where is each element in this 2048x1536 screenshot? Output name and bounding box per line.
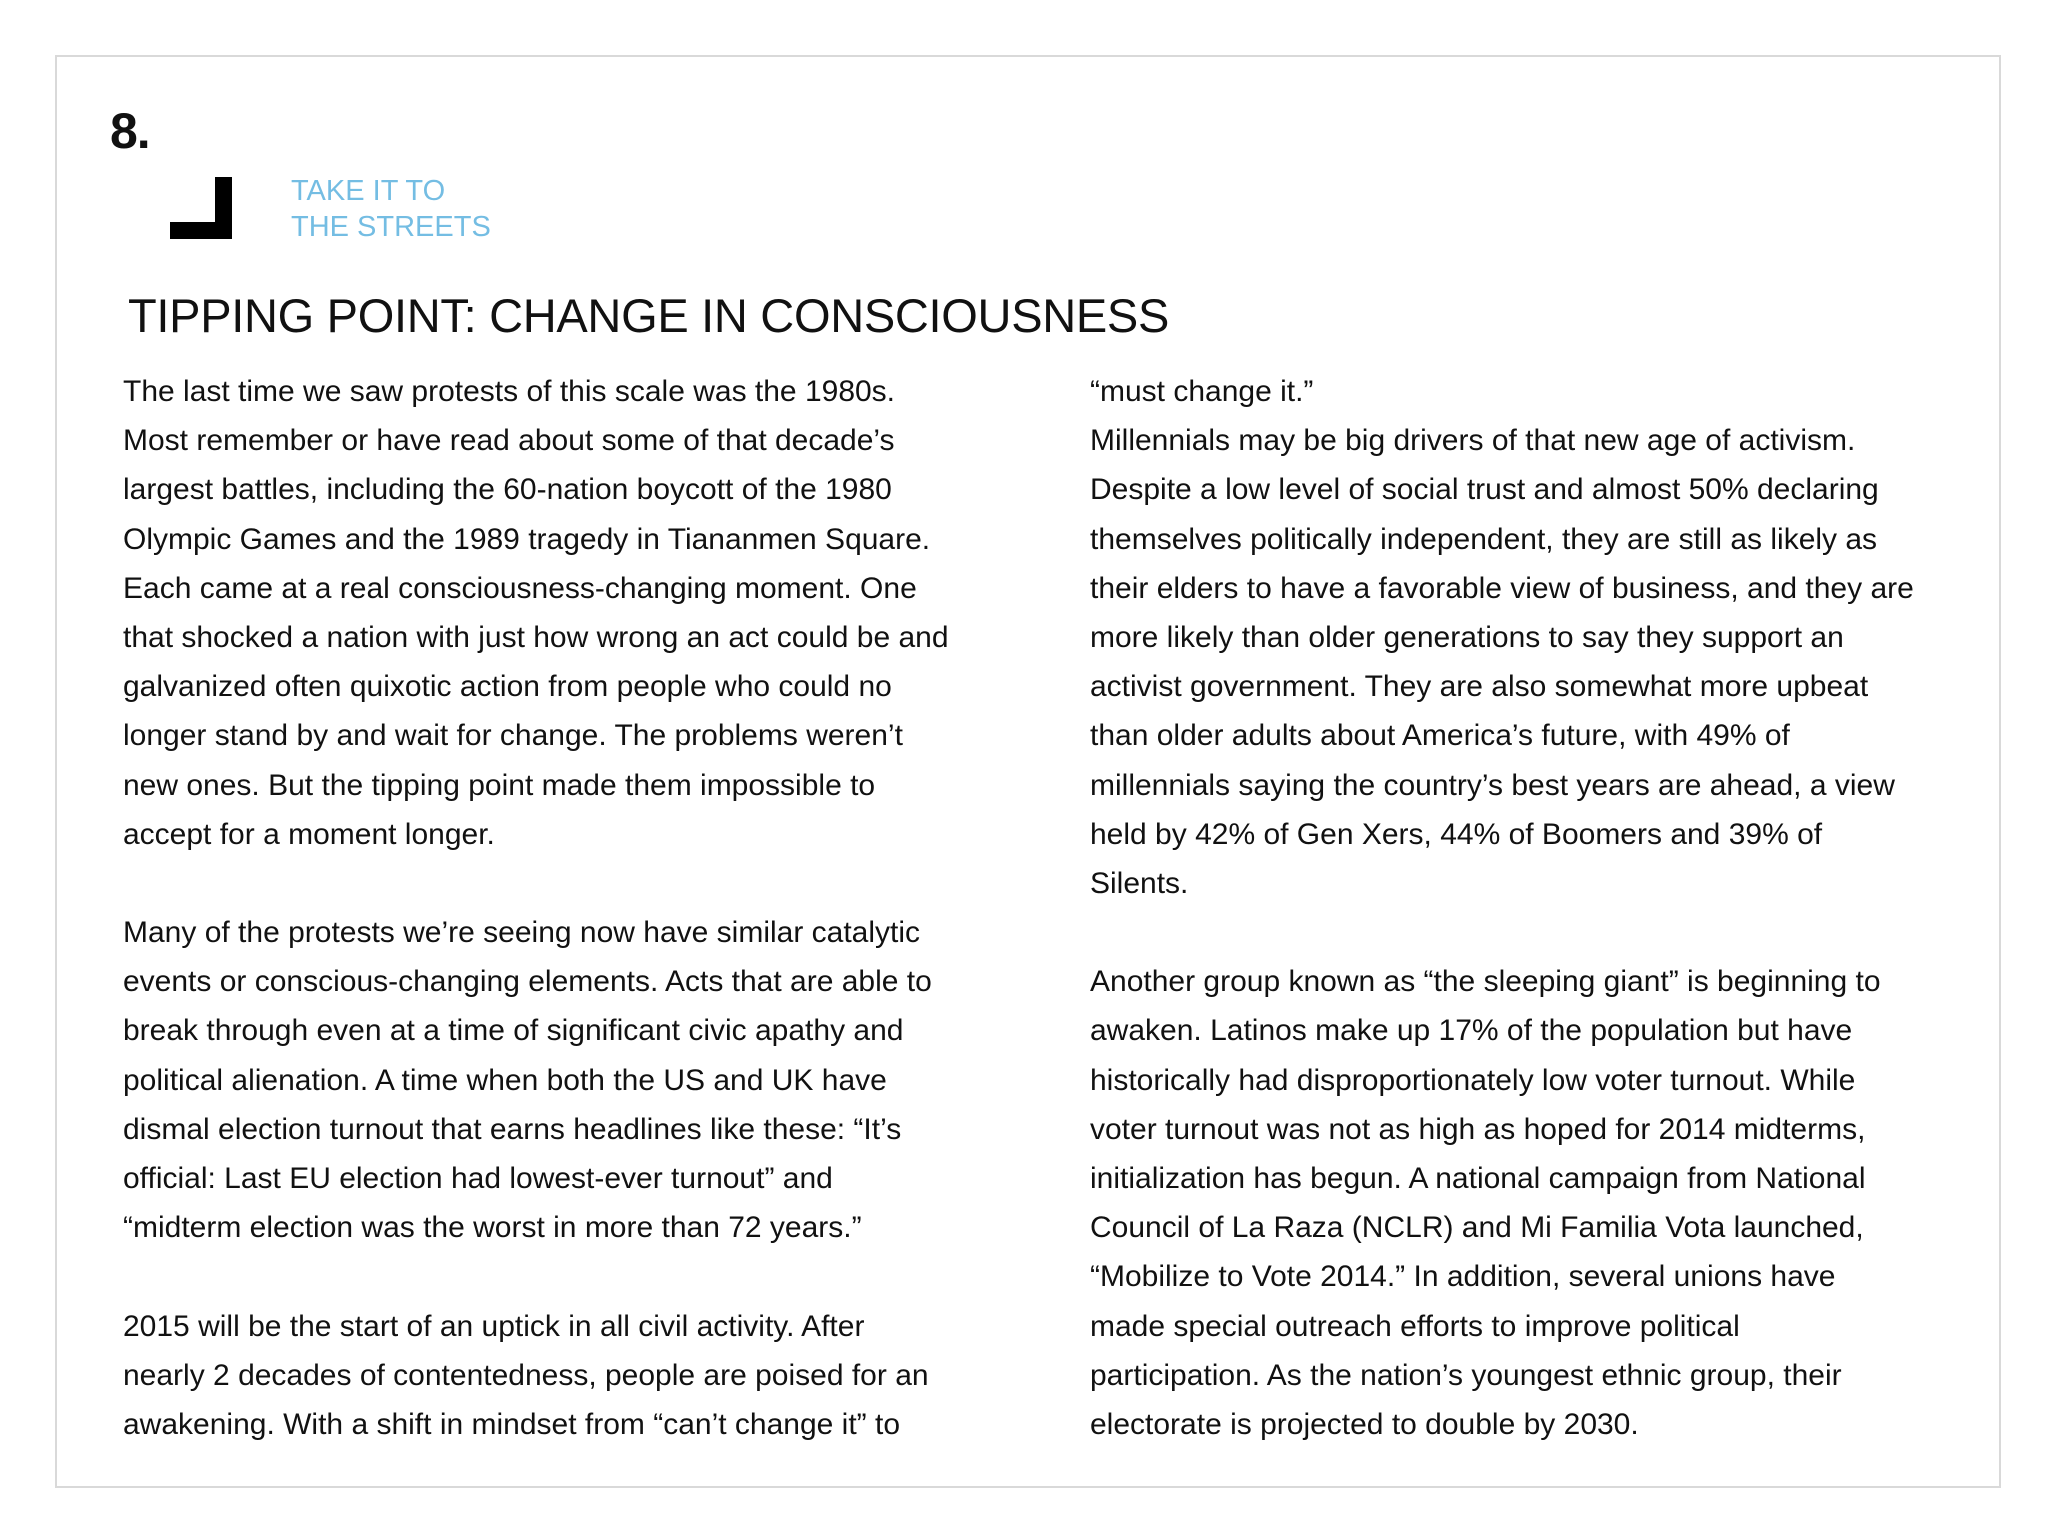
body-text-line: their elders to have a favorable view of business, and they are — [1090, 571, 1914, 605]
page-number: 8. — [110, 103, 150, 159]
body-text-line: new ones. But the tipping point made them impossible to — [123, 768, 876, 802]
body-text-line: Many of the protests we’re seeing now have similar catalytic — [123, 916, 921, 950]
body-text-line: themselves politically independent, they are still as likely as — [1090, 522, 1878, 556]
body-text-line: Another group known as “the sleeping giant” is beginning to — [1090, 965, 1881, 999]
body-text-line: than older adults about America’s future, with 49% of — [1090, 719, 1790, 753]
body-text-line: initialization has begun. A national campaign from National — [1090, 1162, 1866, 1195]
body-text-line: break through even at a time of significant civic apathy and — [123, 1014, 904, 1048]
body-text-line: Olympic Games and the 1989 tragedy in Tiananmen Square. — [123, 522, 931, 556]
body-text-line: nearly 2 decades of contentedness, people are poised for an — [123, 1358, 929, 1392]
body-text-line: Millennials may be big drivers of that new age of activism. — [1090, 424, 1856, 458]
page-title: TIPPING POINT: CHANGE IN CONSCIOUSNESS — [128, 289, 1170, 342]
left-column — [123, 367, 949, 1449]
body-text-line: millennials saying the country’s best years are ahead, a view — [1090, 768, 1895, 802]
body-text-line: activist government. They are also somewhat more upbeat — [1090, 670, 1869, 704]
body-text-line: held by 42% of Gen Xers, 44% of Boomers and 39% of — [1090, 817, 1823, 851]
body-text-line: Silents. — [1090, 866, 1189, 900]
paragraph-break — [123, 859, 949, 908]
body-text-line: The last time we saw protests of this scale was the 1980s. — [123, 375, 896, 408]
body-text-line: longer stand by and wait for change. The problems weren’t — [123, 719, 903, 753]
right-column — [1090, 367, 1914, 1449]
body-text-line: Despite a low level of social trust and almost 50% declaring — [1090, 473, 1879, 507]
body-text-line: awaken. Latinos make up 17% of the population but have — [1090, 1014, 1853, 1048]
body-text-line: “Mobilize to Vote 2014.” In addition, several unions have — [1090, 1260, 1836, 1294]
body-text-line: made special outreach efforts to improve political — [1090, 1309, 1740, 1343]
body-text-line: dismal election turnout that earns headlines like these: “It’s — [123, 1112, 902, 1146]
body-text-line: 2015 will be the start of an uptick in all civil activity. After — [123, 1309, 865, 1343]
body-text-line: Each came at a real consciousness-changing moment. One — [123, 571, 917, 605]
section-label — [291, 173, 491, 245]
corner-bracket-icon — [170, 177, 232, 239]
section-label-line: THE STREETS — [291, 211, 491, 243]
body-text-line: that shocked a nation with just how wrong an act could be and — [123, 620, 949, 654]
body-text-line: awakening. With a shift in mindset from “can’t change it” to — [123, 1407, 901, 1441]
body-text-line: largest battles, including the 60-nation boycott of the 1980 — [123, 473, 892, 507]
body-text-line: accept for a moment longer. — [123, 817, 495, 851]
body-text-line: participation. As the nation’s youngest ethnic group, their — [1090, 1358, 1842, 1392]
body-text-line: official: Last EU election had lowest-ever turnout” and — [123, 1162, 833, 1195]
body-text-line: Council of La Raza (NCLR) and Mi Familia Vota launched, — [1090, 1211, 1864, 1245]
body-text-line: electorate is projected to double by 2030. — [1090, 1407, 1639, 1441]
body-text-line: political alienation. A time when both the US and UK have — [123, 1063, 887, 1097]
body-text-line: Most remember or have read about some of that decade’s — [123, 424, 895, 458]
body-text-line: voter turnout was not as high as hoped for 2014 midterms, — [1090, 1112, 1866, 1146]
body-text-line: galvanized often quixotic action from people who could no — [123, 670, 892, 704]
body-text-line: historically had disproportionately low voter turnout. While — [1090, 1063, 1856, 1097]
body-text-line: events or conscious-changing elements. Acts that are able to — [123, 965, 932, 999]
body-text-line: “midterm election was the worst in more than 72 years.” — [123, 1211, 862, 1245]
body-text-line: more likely than older generations to say they support an — [1090, 620, 1844, 654]
paragraph-break — [1090, 908, 1914, 957]
section-label-line: TAKE IT TO — [291, 175, 446, 207]
body-text-line: “must change it.” — [1090, 375, 1314, 408]
paragraph-break — [123, 1252, 949, 1301]
